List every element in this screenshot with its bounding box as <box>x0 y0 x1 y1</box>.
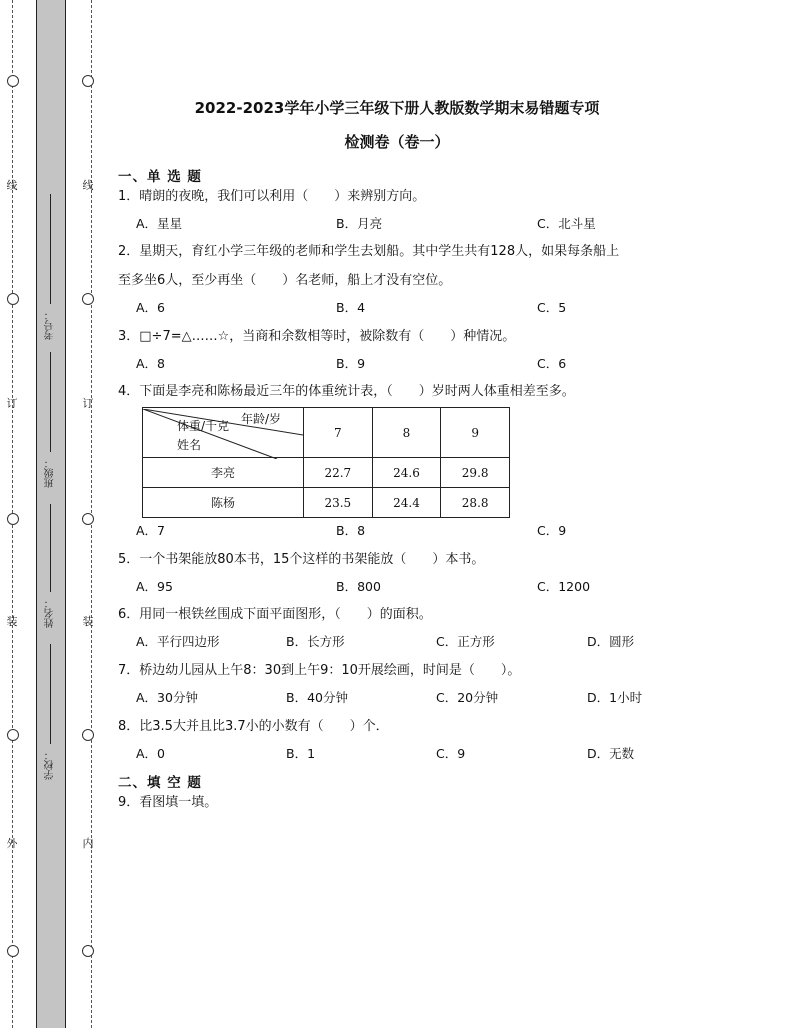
table-header-name: 姓名 <box>177 437 202 452</box>
exam-number-blank[interactable] <box>50 194 51 304</box>
question-4-option-a[interactable]: A．7 <box>136 523 166 538</box>
margin-label-xian-outer: 线 <box>6 179 18 192</box>
question-8-option-c[interactable]: C．9 <box>436 746 466 761</box>
binding-hole-circle <box>82 293 94 305</box>
question-4-option-c[interactable]: C．9 <box>537 523 567 538</box>
question-6: 6．用同一根铁丝围成下面平面图形，（ ）的面积。 <box>118 607 432 622</box>
question-8-option-b[interactable]: B．1 <box>286 746 316 761</box>
question-8-option-d[interactable]: D．无数 <box>587 746 635 761</box>
question-6-option-b[interactable]: B．长方形 <box>286 634 345 649</box>
question-8-option-a[interactable]: A．0 <box>136 746 166 761</box>
question-7-option-b[interactable]: B．40分钟 <box>286 690 348 705</box>
table-name-cell: 李亮 <box>143 458 304 488</box>
section-heading-single-choice: 一、单 选 题 <box>118 169 202 185</box>
exam-title-line1: 2022-2023学年小学三年级下册人教版数学期末易错题专项 <box>194 99 600 117</box>
question-8: 8．比3.5大并且比3.7小的小数有（ ）个． <box>118 719 389 734</box>
question-2-option-a[interactable]: A．6 <box>136 300 166 315</box>
question-4: 4．下面是李亮和陈杨最近三年的体重统计表，（ ）岁时两人体重相差至多。 <box>118 384 575 399</box>
margin-label-zhuang-inner: 装 <box>82 615 94 628</box>
school-label: 学校： <box>44 750 56 780</box>
question-9: 9．看图填一填。 <box>118 795 218 810</box>
table-value-cell: 28.8 <box>441 488 510 518</box>
question-1: 1．晴朗的夜晚，我们可以利用（ ）来辨别方向。 <box>118 189 426 204</box>
question-6-option-a[interactable]: A．平行四边形 <box>136 634 220 649</box>
margin-label-wai-outer: 外 <box>6 837 18 850</box>
binding-hole-circle <box>7 293 19 305</box>
class-blank[interactable] <box>50 352 51 452</box>
binding-hole-circle <box>7 75 19 87</box>
question-2-line1: 2．星期天，育红小学三年级的老师和学生去划船。其中学生共有128人，如果每条船上 <box>118 244 620 259</box>
exam-number-field <box>36 190 64 340</box>
table-row <box>143 488 510 518</box>
table-corner-header-cell <box>143 408 304 458</box>
table-value-cell: 22.7 <box>304 458 373 488</box>
class-label: 班级： <box>44 458 56 488</box>
table-header-weight: 体重/千克 <box>177 418 230 433</box>
class-field <box>36 348 64 488</box>
school-blank[interactable] <box>50 644 51 744</box>
margin-label-zhuang-outer: 装 <box>6 615 18 628</box>
table-age-cell: 9 <box>441 408 510 458</box>
question-1-option-c[interactable]: C．北斗星 <box>537 216 596 231</box>
section-heading-fill-blank: 二、填 空 题 <box>118 775 202 791</box>
table-row <box>143 458 510 488</box>
question-3: 3．□÷7=△……☆，当商和余数相等时，被除数有（ ）种情况。 <box>118 329 516 344</box>
name-label: 姓名： <box>44 598 56 628</box>
question-5-option-a[interactable]: A．95 <box>136 579 173 594</box>
exam-title-line2: 检测卷（卷一） <box>344 133 450 151</box>
weight-statistics-table <box>142 407 510 518</box>
margin-label-ding-outer: 订 <box>6 397 18 410</box>
question-6-option-d[interactable]: D．圆形 <box>587 634 635 649</box>
question-6-option-c[interactable]: C．正方形 <box>436 634 495 649</box>
name-field <box>36 500 64 628</box>
margin-label-nei-inner: 内 <box>82 837 94 850</box>
question-5: 5．一个书架能放80本书，15个这样的书架能放（ ）本书。 <box>118 552 485 567</box>
question-5-option-b[interactable]: B．800 <box>336 579 381 594</box>
table-age-cell: 8 <box>372 408 441 458</box>
question-5-option-c[interactable]: C．1200 <box>537 579 591 594</box>
binding-hole-circle <box>7 513 19 525</box>
table-value-cell: 29.8 <box>441 458 510 488</box>
question-3-option-a[interactable]: A．8 <box>136 356 166 371</box>
table-header-age: 年龄/岁 <box>240 411 281 426</box>
margin-label-ding-inner: 订 <box>82 397 94 410</box>
table-value-cell: 24.6 <box>372 458 441 488</box>
question-2-line2: 至多坐6人，至少再坐（ ）名老师，船上才没有空位。 <box>118 273 452 288</box>
binding-hole-circle <box>82 513 94 525</box>
binding-hole-circle <box>7 945 19 957</box>
question-7: 7．桥边幼儿园从上午8：30到上午9：10开展绘画，时间是（ ）。 <box>118 663 521 678</box>
question-1-option-b[interactable]: B．月亮 <box>336 216 383 231</box>
table-value-cell: 24.4 <box>372 488 441 518</box>
binding-hole-circle <box>82 729 94 741</box>
name-blank[interactable] <box>50 504 51 592</box>
question-1-option-a[interactable]: A．星星 <box>136 216 183 231</box>
binding-hole-circle <box>82 75 94 87</box>
question-2-option-b[interactable]: B．4 <box>336 300 366 315</box>
question-2-option-c[interactable]: C．5 <box>537 300 567 315</box>
margin-label-xian-inner: 线 <box>82 179 94 192</box>
question-3-option-c[interactable]: C．6 <box>537 356 567 371</box>
question-7-option-c[interactable]: C．20分钟 <box>436 690 499 705</box>
table-value-cell: 23.5 <box>304 488 373 518</box>
school-field <box>36 640 64 780</box>
exam-number-label: 考号： <box>44 310 56 340</box>
binding-hole-circle <box>7 729 19 741</box>
question-7-option-a[interactable]: A．30分钟 <box>136 690 198 705</box>
table-name-cell: 陈杨 <box>143 488 304 518</box>
question-7-option-d[interactable]: D．1小时 <box>587 690 643 705</box>
question-4-option-b[interactable]: B．8 <box>336 523 366 538</box>
table-age-cell: 7 <box>304 408 373 458</box>
question-3-option-b[interactable]: B．9 <box>336 356 366 371</box>
binding-hole-circle <box>82 945 94 957</box>
